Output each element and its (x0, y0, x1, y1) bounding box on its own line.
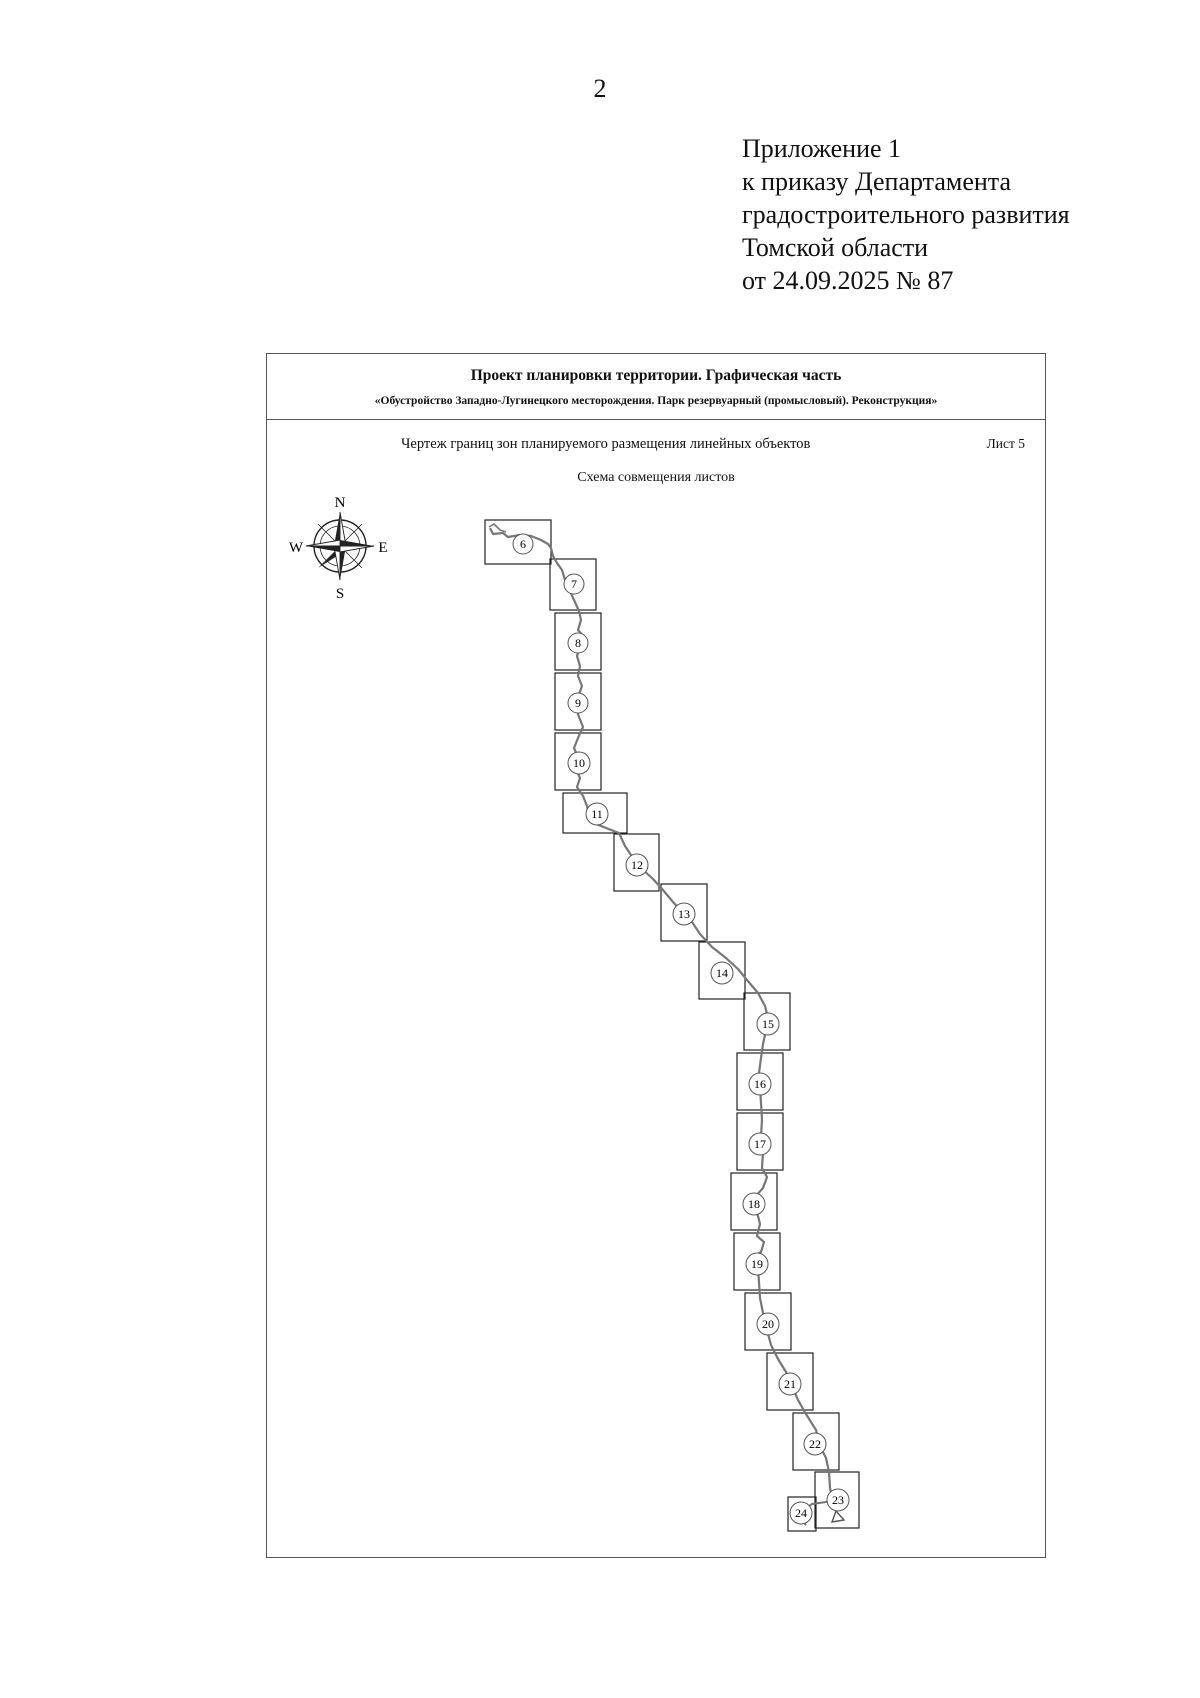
sheet-14-number: 14 (716, 966, 728, 980)
sheet-17-number: 17 (754, 1137, 766, 1151)
drawing-title: Чертеж границ зон планируемого размещения линейных объектов (401, 436, 811, 452)
sheet-9-number: 9 (575, 696, 581, 710)
sheet-22-label (804, 1433, 826, 1455)
pipeline-route (490, 528, 833, 1501)
sheet-16-label (749, 1073, 771, 1095)
project-subtitle: «Обустройство Западно-Лугинецкого месторождения. Парк резервуарный (промысловый). Реконструкция» (374, 395, 938, 407)
compass-rose-icon (289, 495, 388, 602)
sheet-23-number: 23 (832, 1493, 844, 1507)
sheet-16-number: 16 (754, 1077, 766, 1091)
sheet-15-number: 15 (762, 1017, 774, 1031)
sheet-label: Лист 5 (986, 436, 1025, 451)
compass-east-label: E (378, 540, 388, 556)
sheet-18-label (743, 1193, 765, 1215)
sheet-21-label (779, 1373, 801, 1395)
sheet-8-label (568, 633, 588, 653)
sheet-7-number: 7 (571, 577, 577, 591)
appendix-line-2: к приказу Департамента (742, 167, 1012, 196)
sheet-labels (513, 534, 849, 1524)
sheet-10-label (568, 752, 590, 774)
sheet-12-label (626, 854, 648, 876)
sheet-24-label (790, 1502, 812, 1524)
sheet-13-number: 13 (678, 907, 690, 921)
sheet-17-label (749, 1133, 771, 1155)
sheet-11-number: 11 (591, 807, 603, 821)
sheet-boxes (485, 520, 859, 1531)
sheet-18-number: 18 (748, 1197, 760, 1211)
project-title: Проект планировки территории. Графическая часть (470, 367, 842, 384)
sheet-23-label (827, 1489, 849, 1511)
scheme-title: Схема совмещения листов (577, 470, 735, 485)
sheet-20-number: 20 (762, 1317, 774, 1331)
sheet-6-number: 6 (520, 537, 526, 551)
sheet-21-number: 21 (784, 1377, 796, 1391)
sheet-22-number: 22 (809, 1437, 821, 1451)
sheet-8-number: 8 (575, 636, 581, 650)
pipeline-end-marker (832, 1511, 844, 1522)
sheet-6-label (513, 534, 533, 554)
sheet-10-number: 10 (573, 756, 585, 770)
sheet-11-label (586, 803, 608, 825)
page-number: 2 (593, 74, 607, 103)
sheet-19-number: 19 (751, 1257, 763, 1271)
appendix-line-5: от 24.09.2025 № 87 (742, 266, 954, 295)
appendix-line-3: градостроительного развития (742, 200, 1070, 229)
compass-north-label: N (334, 495, 346, 511)
sheet-9-label (568, 693, 588, 713)
sheet-19-label (746, 1253, 768, 1275)
appendix-line-4: Томской области (742, 233, 929, 262)
sheet-12-number: 12 (631, 858, 643, 872)
compass-south-label: S (335, 586, 345, 602)
sheet-7-label (564, 574, 584, 594)
sheet-20-label (757, 1313, 779, 1335)
compass-west-label: W (288, 540, 304, 556)
sheet-13-label (673, 903, 695, 925)
sheet-24-number: 24 (795, 1506, 807, 1520)
sheet-15-label (757, 1013, 779, 1035)
appendix-line-1: Приложение 1 (742, 134, 902, 163)
sheet-14-label (711, 962, 733, 984)
